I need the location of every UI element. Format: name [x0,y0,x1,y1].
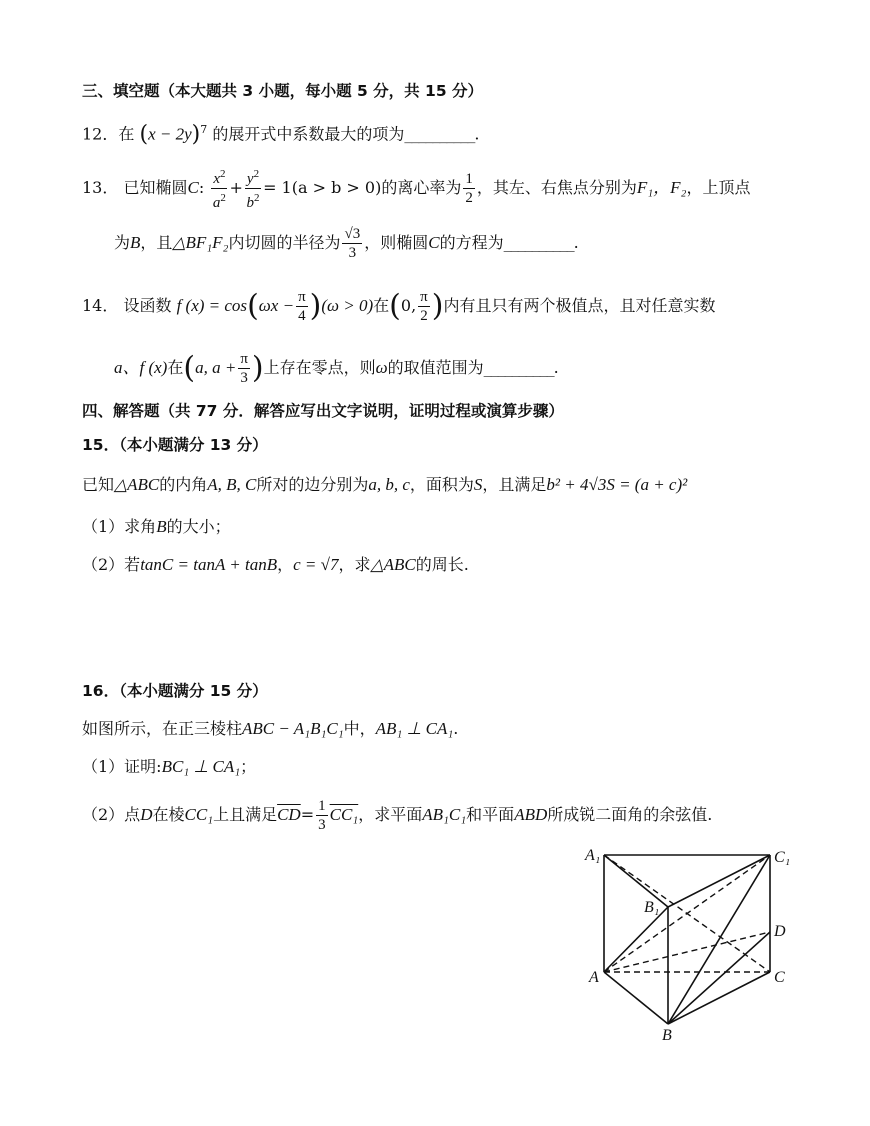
label-a: A [589,969,599,986]
label-c1: C₁ [774,849,791,866]
edge-a-b [604,972,668,1024]
prism-figure [580,840,800,1050]
label-c: C [774,969,785,986]
label-d: D [774,923,786,940]
line-a-b1 [604,907,668,972]
answer-blank: __________ [404,124,475,144]
question-14: 14． 设函数 f (x) = cos(ωx − $\frac{\pi}{4}$ )(ω > 0)在(0, $\frac{\pi}{2}$ )内有且只有两个极值点，且对任意实数 [82,288,716,324]
line-a-d [604,932,770,972]
question-15-part-1: （1）求角B的大小； [82,517,231,536]
question-15-header: 15．（本小题满分 13 分） [82,436,268,454]
question-13: 13． 已知椭圆C: $\frac{x^2}{a^2}$ + $\frac{y^2}{b^2}$ = 1(a > b > 0)的离心率为 $\frac{1}{2}$ ，其左、右焦点分别为F₁，F₂，上顶点 [82,165,750,212]
question-12: 12．在 $(x - 2y)^7$ 的展开式中系数最大的项为__________. [82,121,480,147]
question-14-line-2: a、f (x)在(a, a + $\frac{\pi}{3}$ )上存在零点，则ω的取值范围为__________. [114,350,559,386]
question-16-part-2: （2）点D在棱CC₁上且满足$\overline{CD}=$ $\frac{1}{3}$ CC₁，求平面AB₁C₁和平面ABD所成锐二面角的余弦值. [82,798,713,833]
question-16-stem: 如图所示，在正三棱柱ABC − A₁B₁C₁中，AB₁ ⊥ CA₁. [82,719,459,738]
line-b-d [668,932,770,1024]
answer-blank: __________ [503,233,574,252]
label-a1: A₁ [585,847,601,864]
section-4-header: 四、解答题（共 77 分．解答应写出文字说明，证明过程或演算步骤） [82,402,564,420]
question-16-part-1: （1）证明:BC₁ ⊥ CA₁； [82,757,257,776]
label-b: B [662,1027,672,1044]
label-b1: B₁ [644,899,660,916]
question-13-line-2: 为B，且△BF₁F₂内切圆的半径为 $\frac{√3}{3}$ ，则椭圆C的方程为__________. [114,226,579,261]
question-15-stem: 已知△ABC的内角A, B, C所对的边分别为a, b, c，面积为S，且满足b² + 4√3S = (a + c)² [82,475,688,494]
section-3-header: 三、填空题（本大题共 3 小题，每小题 5 分，共 15 分） [82,82,484,100]
question-16-header: 16．（本小题满分 15 分） [82,682,268,700]
answer-blank: __________ [483,358,554,377]
question-15-part-2: （2）若tanC = tanA + tanB，c = √7，求△ABC的周长. [82,555,469,574]
